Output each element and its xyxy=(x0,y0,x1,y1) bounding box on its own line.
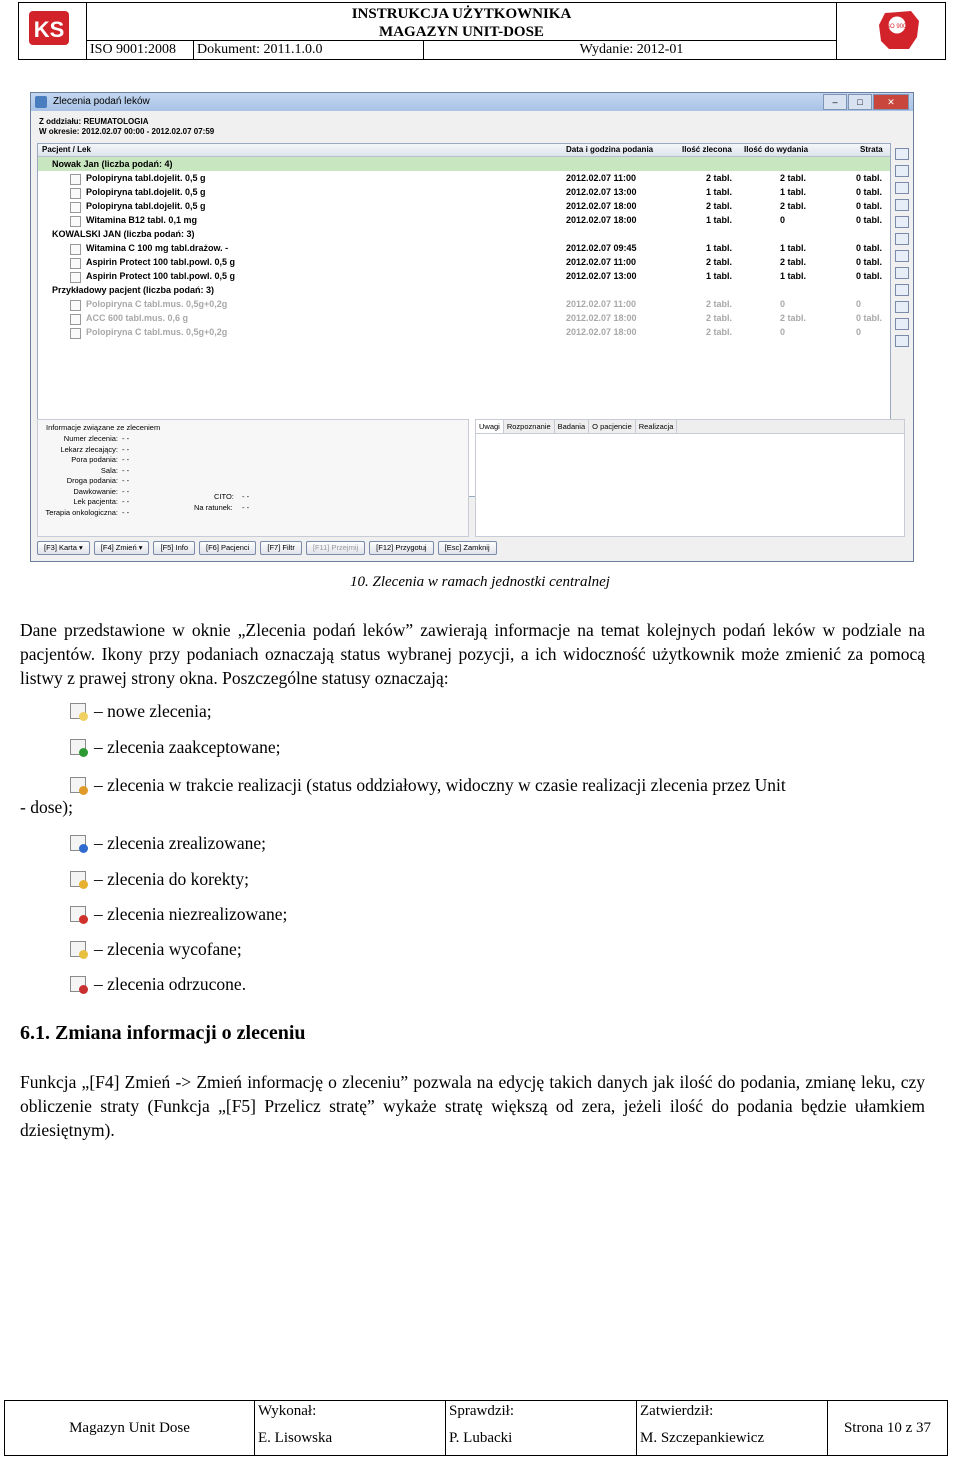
row-name: Polopiryna tabl.dojelit. 0,5 g xyxy=(86,187,206,197)
table-row[interactable] xyxy=(38,297,890,311)
udi-icon[interactable] xyxy=(895,199,909,211)
status-text: – zlecenia niezrealizowane; xyxy=(94,904,288,924)
row-date: 2012.02.07 18:00 xyxy=(566,201,637,211)
info-field-value: - - xyxy=(122,486,130,496)
row-loss: 0 tabl. xyxy=(856,201,883,211)
status-icon xyxy=(70,174,81,185)
row-qty: 2 tabl. xyxy=(706,327,733,337)
row-date: 2012.02.07 18:00 xyxy=(566,215,637,225)
footer-product: Magazyn Unit Dose xyxy=(5,1401,255,1455)
function-button[interactable]: [F7] Filtr xyxy=(260,541,302,555)
table-row[interactable] xyxy=(38,213,890,227)
row-name: Polopiryna C tabl.mus. 0,5g+0,2g xyxy=(86,299,228,309)
row-issue: 2 tabl. xyxy=(780,173,807,183)
udi-icon[interactable] xyxy=(895,216,909,228)
status-item xyxy=(70,700,212,722)
row-issue: 2 tabl. xyxy=(780,257,807,267)
correction-icon xyxy=(70,871,86,887)
footer-made xyxy=(255,1401,446,1455)
table-row[interactable] xyxy=(38,227,890,241)
info-field-value: - - xyxy=(122,507,130,517)
status-text: – zlecenia do korekty; xyxy=(94,869,250,889)
status-in-progress-continuation: - dose); xyxy=(20,797,73,817)
info-field-label: Dawkowanie: xyxy=(73,486,118,496)
row-qty: 2 tabl. xyxy=(706,299,733,309)
document-footer xyxy=(4,1400,948,1456)
done-icon xyxy=(70,835,86,851)
footer-approved-by: M. Szczepankiewicz xyxy=(640,1430,765,1446)
info-field-label: Pora podania: xyxy=(71,455,118,464)
header-iso: ISO 9001:2008 xyxy=(87,41,194,59)
row-qty: 1 tabl. xyxy=(706,215,733,225)
status-text: – zlecenia w trakcie realizacji (status oddziałowy, widoczny w czasie realizacji zlecenia przez Unit xyxy=(94,775,786,795)
row-issue: 1 tabl. xyxy=(780,271,807,281)
col-patient[interactable]: Pacjent / Lek xyxy=(42,145,91,154)
row-issue: 0 xyxy=(780,215,786,225)
footer-approved xyxy=(637,1401,828,1455)
footer-made-label: Wykonał: xyxy=(258,1403,317,1419)
col-qty[interactable]: Ilość zlecona xyxy=(682,145,732,154)
footer-made-by: E. Lisowska xyxy=(258,1430,333,1446)
row-name: Witamina B12 tabl. 0,1 mg xyxy=(86,215,197,225)
row-issue: 0 xyxy=(780,327,786,337)
ratunek-value: - - xyxy=(242,503,250,512)
rejected-icon[interactable] xyxy=(895,301,909,313)
info-field-value: - - xyxy=(122,465,130,475)
table-row[interactable] xyxy=(38,185,890,199)
row-loss: 0 xyxy=(856,299,862,309)
header-title xyxy=(87,3,837,41)
col-loss[interactable]: Strata xyxy=(860,145,883,154)
status-filter-toolbar xyxy=(893,143,909,383)
status-text: – zlecenia odrzucone. xyxy=(94,974,247,994)
status-icon xyxy=(70,328,81,339)
row-issue: 0 xyxy=(780,299,786,309)
tree-icon[interactable] xyxy=(895,335,909,347)
col-date[interactable]: Data i godzina podania xyxy=(566,145,654,154)
status-icon xyxy=(70,202,81,213)
tree-icon[interactable] xyxy=(895,318,909,330)
row-date: 2012.02.07 11:00 xyxy=(566,257,637,267)
row-loss: 0 tabl. xyxy=(856,187,883,197)
row-name: Polopiryna tabl.dojelit. 0,5 g xyxy=(86,201,206,211)
row-issue: 2 tabl. xyxy=(780,313,807,323)
footer-checked-by: P. Lubacki xyxy=(449,1430,513,1446)
rejected-icon xyxy=(70,976,86,992)
section-paragraph: Funkcja „[F4] Zmień -> Zmień informację o zleceniu” pozwala na edycję takich danych jak ilość do podania, zmianę leku, czy obliczenie straty (Funkcja „[F5] Przelicz stratę” wykaże stratę większą od zera, jeżeli ilość do podania będzie ułamkiem dziesiętnym). xyxy=(20,1072,925,1140)
row-loss: 0 tabl. xyxy=(856,257,883,267)
footer-checked xyxy=(446,1401,637,1455)
row-name: Polopiryna tabl.dojelit. 0,5 g xyxy=(86,173,206,183)
info-title: Informacje związane ze zleceniem xyxy=(46,423,161,432)
footer-checked-label: Sprawdził: xyxy=(449,1403,514,1419)
info-field-value: - - xyxy=(122,444,130,454)
svg-text:KS: KS xyxy=(33,17,65,42)
maximize-button[interactable]: □ xyxy=(848,94,872,110)
in-progress-icon xyxy=(70,777,86,793)
row-date: 2012.02.07 11:00 xyxy=(566,173,637,183)
tab-rozpoznanie[interactable]: Rozpoznanie xyxy=(504,420,555,433)
status-text: – zlecenia wycofane; xyxy=(94,939,242,959)
cito-value: - - xyxy=(242,492,250,501)
status-icon xyxy=(70,314,81,325)
info-field-value: - - xyxy=(122,476,130,485)
row-qty: 1 tabl. xyxy=(706,187,733,197)
header-title-line2: MAGAZYN UNIT-DOSE xyxy=(379,24,544,40)
status-icon xyxy=(70,244,81,255)
row-name: Aspirin Protect 100 tabl.powl. 0,5 g xyxy=(86,271,236,281)
status-icon xyxy=(70,188,81,199)
row-name: Aspirin Protect 100 tabl.powl. 0,5 g xyxy=(86,257,236,267)
row-name: Nowak Jan (liczba podań: 4) xyxy=(52,159,173,169)
status-text: – zlecenia zaakceptowane; xyxy=(94,737,281,757)
status-text: – nowe zlecenia; xyxy=(94,701,212,721)
function-button[interactable]: [F12] Przygotuj xyxy=(369,541,433,555)
tab-uwagi[interactable]: Uwagi xyxy=(476,420,504,433)
row-loss: 0 tabl. xyxy=(856,313,883,323)
udi-icon[interactable] xyxy=(895,182,909,194)
function-button[interactable]: [Esc] Zamknij xyxy=(438,541,497,555)
tab-badania[interactable]: Badania xyxy=(555,420,590,433)
info-field-value: - - xyxy=(122,434,130,443)
status-item xyxy=(70,903,287,925)
done-icon[interactable] xyxy=(895,233,909,245)
orders-window xyxy=(30,92,914,562)
info-field-label: Sala: xyxy=(100,465,118,475)
status-text: – zlecenia zrealizowane; xyxy=(94,833,266,853)
period-label: W okresie: 2012.02.07 00:00 - 2012.02.07 07:59 xyxy=(39,127,215,136)
row-date: 2012.02.07 09:45 xyxy=(566,243,637,253)
grid-rows xyxy=(38,157,890,339)
row-name: Przykładowy pacjent (liczba podań: 3) xyxy=(52,285,215,295)
new-order-icon[interactable] xyxy=(895,148,909,160)
info-field-label: Lekarz zlecający: xyxy=(60,444,118,454)
close-button[interactable]: ✕ xyxy=(873,94,909,110)
header-edition: Wydanie: 2012-01 xyxy=(424,41,837,59)
table-row[interactable] xyxy=(38,255,890,269)
row-issue: 2 tabl. xyxy=(780,201,807,211)
table-row[interactable] xyxy=(38,199,890,213)
status-item xyxy=(70,938,242,960)
figure-caption: 10. Zlecenia w ramach jednostki centralnej xyxy=(350,574,610,590)
details-tabs xyxy=(476,420,904,434)
table-row[interactable] xyxy=(38,269,890,283)
row-issue: 1 tabl. xyxy=(780,243,807,253)
withdrawn-icon[interactable] xyxy=(895,284,909,296)
row-issue: 1 tabl. xyxy=(780,187,807,197)
row-loss: 0 tabl. xyxy=(856,215,883,225)
table-row[interactable] xyxy=(38,311,890,325)
status-item xyxy=(70,868,249,890)
cito-label: CITO: xyxy=(214,492,234,501)
tab-realizacja[interactable]: Realizacja xyxy=(636,420,678,433)
header-document: Dokument: 2011.1.0.0 xyxy=(194,41,424,59)
row-loss: 0 xyxy=(856,327,862,337)
function-button[interactable]: [F11] Przejmij xyxy=(306,541,365,555)
row-name: Witamina C 100 mg tabl.drażow. - xyxy=(86,243,229,253)
table-row[interactable] xyxy=(38,241,890,255)
status-icon xyxy=(70,258,81,269)
new-order-icon xyxy=(70,703,86,719)
row-loss: 0 tabl. xyxy=(856,271,883,281)
info-field-value: - - xyxy=(122,497,130,506)
window-title: Zlecenia podań leków xyxy=(53,96,150,107)
status-icon xyxy=(70,300,81,311)
row-name: Polopiryna C tabl.mus. 0,5g+0,2g xyxy=(86,327,228,337)
function-key-bar xyxy=(37,541,497,555)
app-icon xyxy=(35,96,47,108)
row-name: KOWALSKI JAN (liczba podań: 3) xyxy=(52,229,195,239)
col-issue[interactable]: Ilość do wydania xyxy=(744,145,809,154)
table-row[interactable] xyxy=(38,157,890,171)
footer-page: Strona 10 z 37 xyxy=(843,1420,932,1436)
info-field-label: Numer zlecenia: xyxy=(63,434,118,443)
tab-o-pacjencie[interactable]: O pacjencie xyxy=(589,420,636,433)
accepted-icon[interactable] xyxy=(895,165,909,177)
row-qty: 2 tabl. xyxy=(706,173,733,183)
info-field-value: - - xyxy=(122,455,130,464)
info-field-label: Droga podania: xyxy=(66,476,118,485)
table-row[interactable] xyxy=(38,171,890,185)
row-date: 2012.02.07 13:00 xyxy=(566,187,637,197)
row-qty: 2 tabl. xyxy=(706,257,733,267)
row-qty: 2 tabl. xyxy=(706,313,733,323)
row-name: ACC 600 tabl.mus. 0,6 g xyxy=(86,313,189,323)
section-heading: 6.1. Zmiana informacji o zleceniu xyxy=(20,1022,306,1044)
window-title-bar xyxy=(31,93,913,111)
row-qty: 2 tabl. xyxy=(706,201,733,211)
row-loss: 0 tabl. xyxy=(856,173,883,183)
function-button[interactable]: [F4] Zmień ▾ xyxy=(94,541,150,555)
table-row[interactable] xyxy=(38,325,890,339)
footer-approved-label: Zatwierdził: xyxy=(640,1403,714,1419)
document-header xyxy=(18,2,946,60)
not-done-icon[interactable] xyxy=(895,267,909,279)
order-info-panel xyxy=(37,419,469,537)
table-row[interactable] xyxy=(38,283,890,297)
ks-logo xyxy=(19,3,87,59)
status-item xyxy=(70,774,786,796)
ward-label: Z oddziału: REUMATOLOGIA xyxy=(39,117,149,126)
row-date: 2012.02.07 18:00 xyxy=(566,327,637,337)
ratunek-label: Na ratunek: xyxy=(194,503,233,512)
status-icon xyxy=(70,272,81,283)
status-item xyxy=(70,832,266,854)
status-item xyxy=(70,736,281,758)
function-button[interactable]: [F3] Karta ▾ xyxy=(37,541,90,555)
row-date: 2012.02.07 18:00 xyxy=(566,313,637,323)
withdrawn-icon xyxy=(70,941,86,957)
row-qty: 1 tabl. xyxy=(706,243,733,253)
details-panel xyxy=(475,419,905,537)
info-field-label: Lek pacjenta: xyxy=(73,497,118,506)
grid-header xyxy=(38,144,890,157)
svg-text:ISO 9001: ISO 9001 xyxy=(884,24,910,30)
intro-paragraph: Dane przedstawione w oknie „Zlecenia podań leków” zawierają informacje na temat kolejnych podań leków w podziale na pacjentów. Ikony przy podaniach oznaczają status wybranej pozycji, a ich widoczność użytkownik może zmienić za pomocą listwy z prawej strony okna. Poszczególne statusy oznaczają: xyxy=(20,620,925,688)
function-button[interactable]: [F6] Pacjenci xyxy=(199,541,256,555)
row-loss: 0 tabl. xyxy=(856,243,883,253)
not-done-icon xyxy=(70,906,86,922)
iso-certificate-logo xyxy=(837,3,945,59)
row-date: 2012.02.07 13:00 xyxy=(566,271,637,281)
status-icon xyxy=(70,216,81,227)
row-qty: 1 tabl. xyxy=(706,271,733,281)
function-button[interactable]: [F5] Info xyxy=(153,541,195,555)
accepted-icon xyxy=(70,739,86,755)
status-item xyxy=(70,973,246,995)
minimize-button[interactable]: – xyxy=(823,94,847,110)
row-date: 2012.02.07 11:00 xyxy=(566,299,637,309)
header-title-line1: INSTRUKCJA UŻYTKOWNIKA xyxy=(351,6,572,22)
correction-icon[interactable] xyxy=(895,250,909,262)
info-field-label: Terapia onkologiczna: xyxy=(45,507,118,517)
